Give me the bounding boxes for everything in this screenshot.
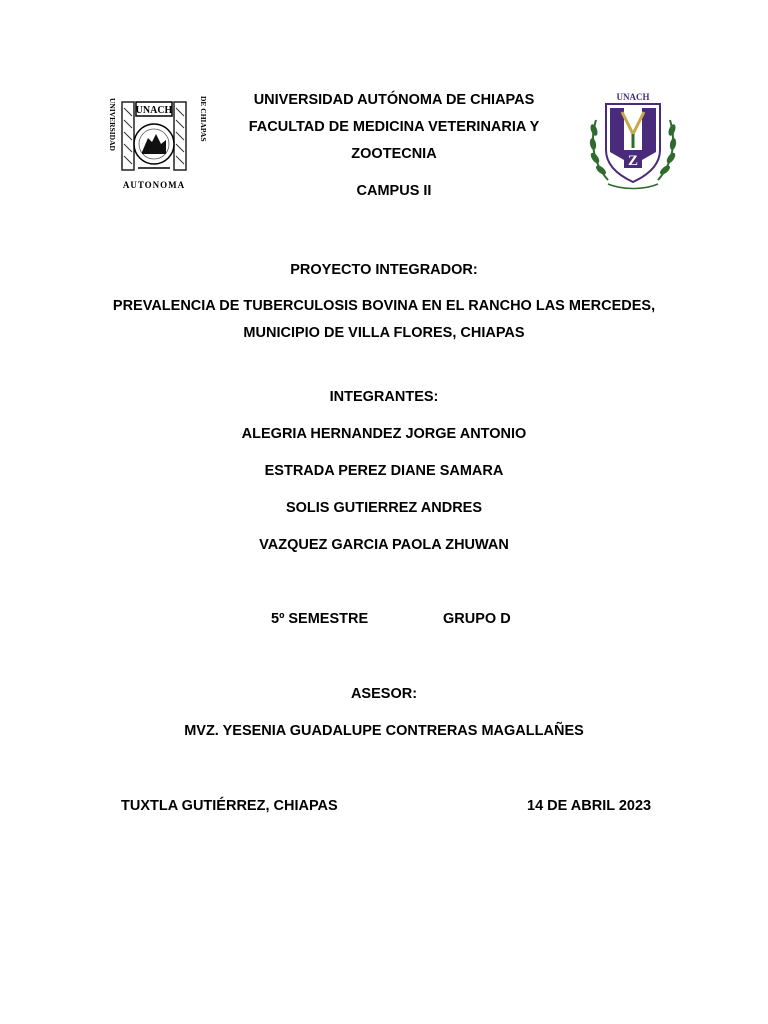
member-name: ESTRADA PEREZ DIANE SAMARA — [264, 463, 504, 479]
member-name: ALEGRIA HERNANDEZ JORGE ANTONIO — [241, 426, 527, 442]
left-logo-bottom-text: AUTONOMA — [122, 180, 186, 190]
right-logo-label: UNACH — [616, 92, 650, 102]
unach-university-seal-icon — [104, 92, 208, 192]
members-label: INTEGRANTES: — [329, 389, 439, 405]
place: TUXTLA GUTIÉRREZ, CHIAPAS — [121, 798, 338, 814]
right-logo — [586, 90, 680, 192]
faculty-line-1: FACULTAD DE MEDICINA VETERINARIA Y — [248, 119, 540, 135]
member-name: SOLIS GUTIERREZ ANDRES — [285, 500, 483, 516]
left-logo-side-text-left: UNIVERSIDAD — [108, 98, 117, 151]
right-logo-letter: Z — [627, 153, 639, 169]
project-label: PROYECTO INTEGRADOR: — [290, 262, 478, 278]
university-name: UNIVERSIDAD AUTÓNOMA DE CHIAPAS — [253, 92, 535, 108]
advisor-label: ASESOR: — [350, 686, 418, 702]
campus: CAMPUS II — [356, 183, 432, 199]
left-logo-side-text-right: DE CHIAPAS — [199, 96, 208, 142]
veterinary-faculty-crest-icon — [586, 90, 680, 192]
left-logo — [104, 92, 208, 192]
date: 14 DE ABRIL 2023 — [527, 798, 652, 814]
project-title-line-2: MUNICIPIO DE VILLA FLORES, CHIAPAS — [243, 325, 525, 341]
project-title-line-1: PREVALENCIA DE TUBERCULOSIS BOVINA EN EL RANCHO LAS MERCEDES, — [112, 298, 656, 314]
member-name: VAZQUEZ GARCIA PAOLA ZHUWAN — [259, 537, 509, 553]
left-logo-label: UNACH — [135, 105, 173, 116]
advisor-name: MVZ. YESENIA GUADALUPE CONTRERAS MAGALLAÑES — [184, 723, 584, 739]
faculty-line-2: ZOOTECNIA — [351, 146, 437, 162]
group: GRUPO D — [443, 611, 511, 627]
semester: 5º SEMESTRE — [271, 611, 369, 627]
